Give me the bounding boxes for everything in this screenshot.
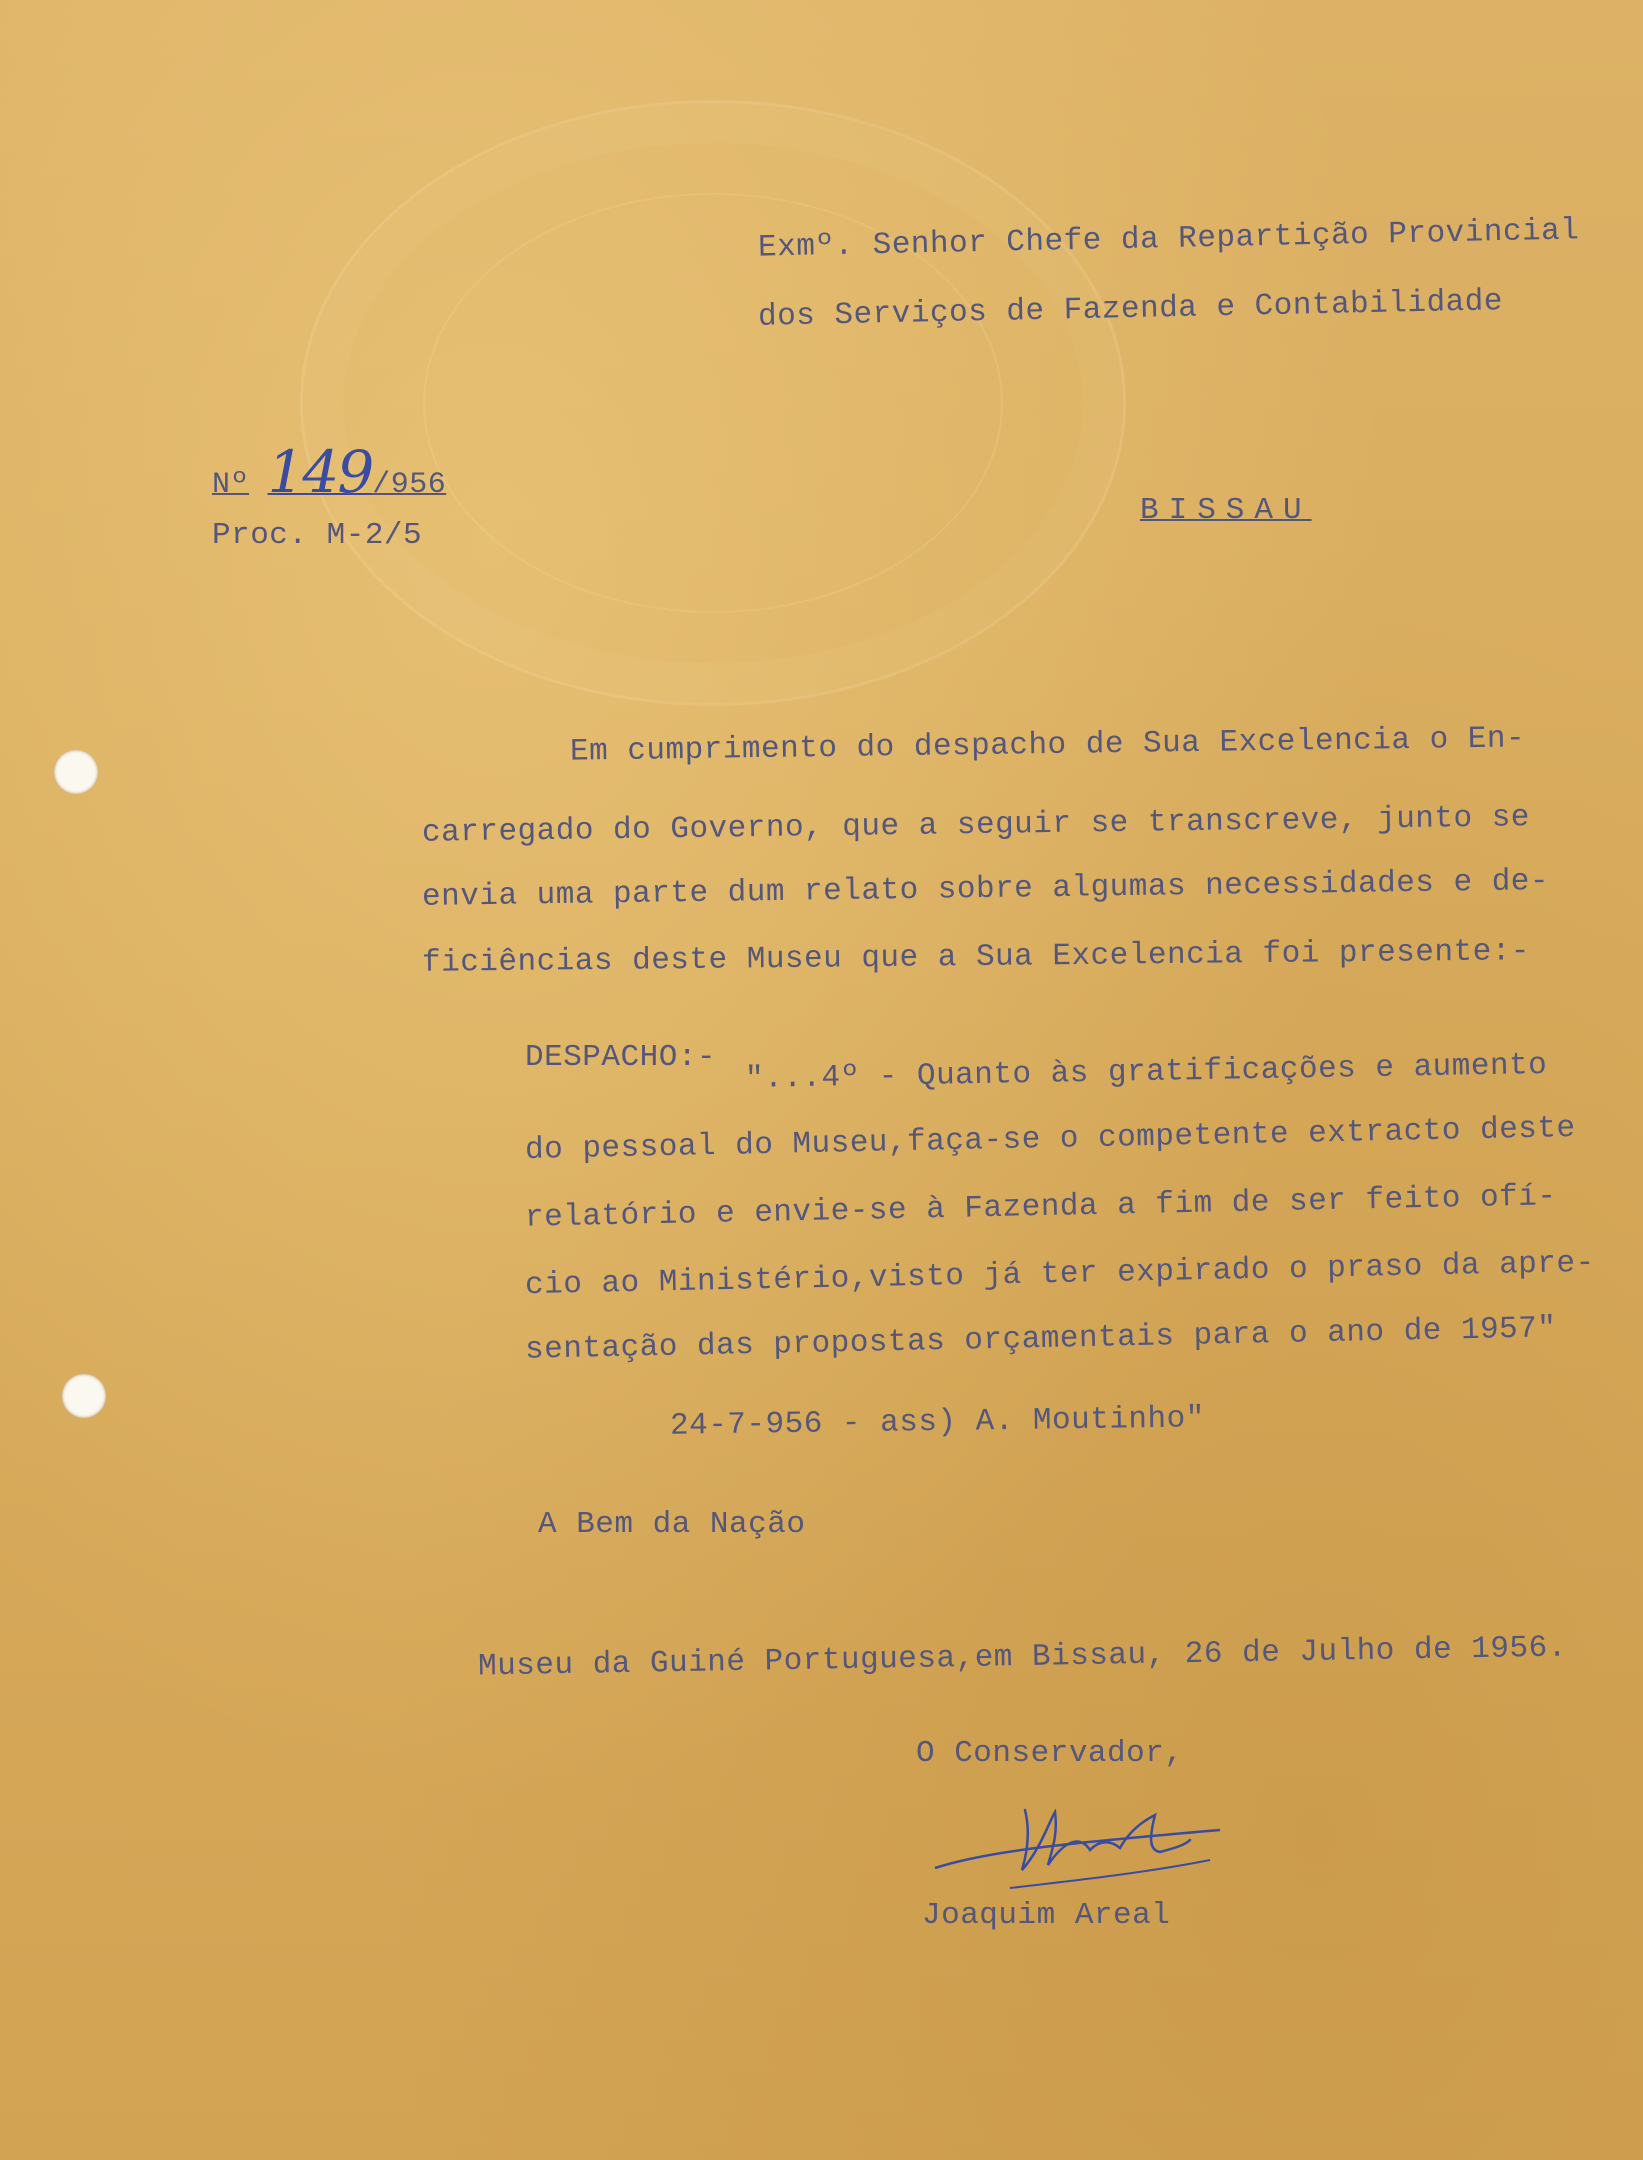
reference-number-handwritten: 149 xyxy=(267,438,373,506)
punch-hole-bottom xyxy=(62,1374,106,1418)
punch-hole-top xyxy=(54,750,98,794)
addressee-line-2: dos Serviços de Fazenda e Contabilidade xyxy=(757,284,1504,335)
body-line-4: ficiências deste Museu que a Sua Excelencia foi presente:- xyxy=(421,934,1531,981)
addressee-city: BISSAU xyxy=(1140,493,1312,528)
reference-number xyxy=(212,438,446,506)
despacho-line-4: cio ao Ministério,visto já ter expirado o praso da apre- xyxy=(524,1245,1596,1304)
despacho-signature-line: 24-7-956 - ass) A. Moutinho" xyxy=(669,1401,1206,1444)
body-line-3: envia uma parte dum relato sobre algumas necessidades e de- xyxy=(421,864,1550,915)
reference-number-prefix: Nº xyxy=(212,468,250,502)
embossed-seal-watermark xyxy=(300,100,1126,706)
handwritten-signature xyxy=(930,1790,1230,1900)
despacho-line-1: "...4º - Quanto às gratificações e aumento xyxy=(744,1048,1548,1097)
addressee-line-1: Exmº. Senhor Chefe da Repartição Provincial xyxy=(757,213,1580,266)
closing-salutation: A Bem da Nação xyxy=(538,1507,806,1542)
despacho-line-2: do pessoal do Museu,faça-se o competente extracto deste xyxy=(524,1111,1576,1168)
signatory-name: Joaquim Areal xyxy=(922,1898,1171,1933)
despacho-line-5: sentação das propostas orçamentais para o ano de 1957" xyxy=(524,1311,1557,1368)
body-line-2: carregado do Governo, que a seguir se transcreve, junto se xyxy=(421,800,1531,851)
reference-number-year: /956 xyxy=(372,468,447,502)
place-and-date: Museu da Guiné Portuguesa,em Bissau, 26 de Julho de 1956. xyxy=(477,1630,1568,1685)
body-line-1: Em cumprimento do despacho de Sua Excelencia o En- xyxy=(569,721,1526,770)
process-reference: Proc. M-2/5 xyxy=(212,518,423,553)
despacho-label: DESPACHO:- xyxy=(525,1040,717,1075)
signatory-role: O Conservador, xyxy=(916,1736,1184,1771)
despacho-line-3: relatório e envie-se à Fazenda a fim de ser feito ofí- xyxy=(524,1179,1557,1236)
